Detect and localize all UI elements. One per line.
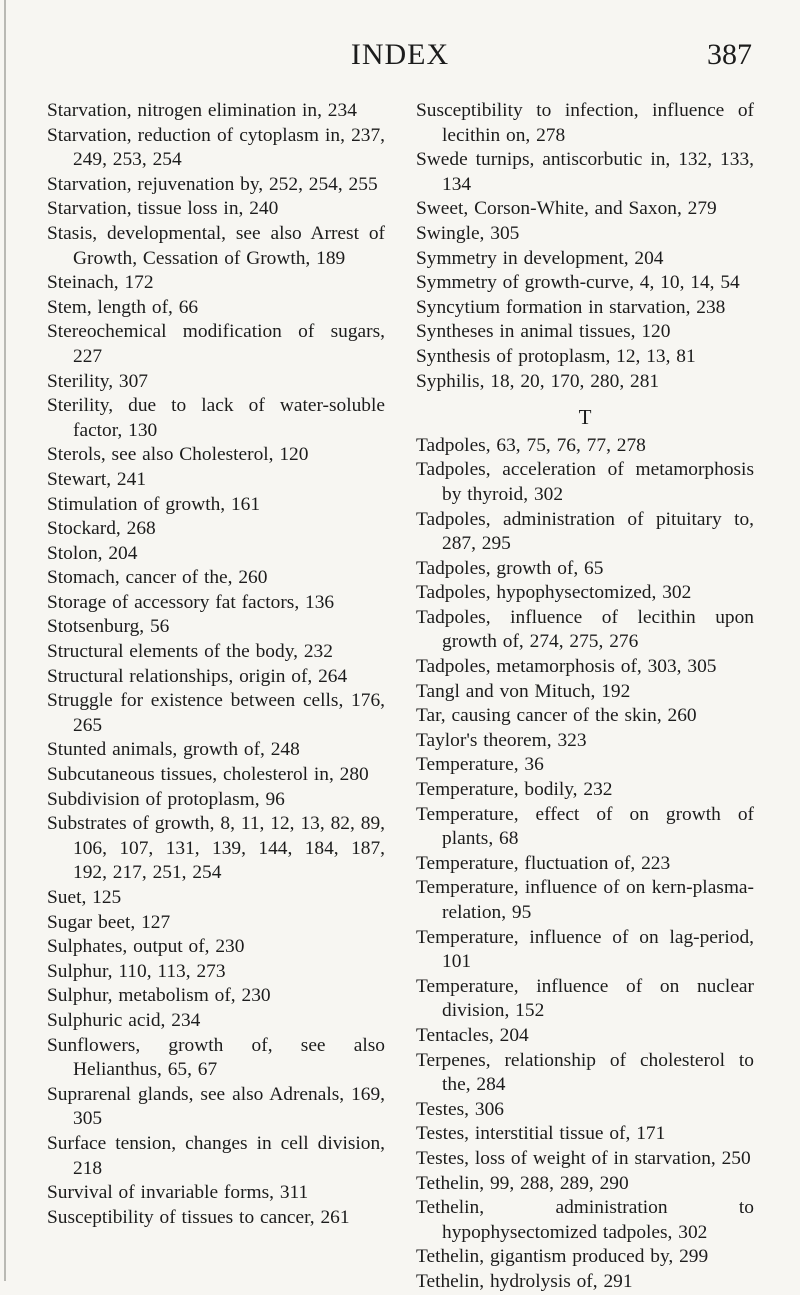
index-entry: Tadpoles, growth of, 65 <box>416 557 604 579</box>
index-entry: Synthesis of protoplasm, 12, 13, 81 <box>416 345 696 367</box>
index-entry: Syncytium formation in starvation, 238 <box>416 296 726 318</box>
index-entry: Temperature, 36 <box>416 754 544 776</box>
index-group-t <box>416 434 754 1295</box>
index-column-left <box>47 99 385 1230</box>
index-entry: Temperature, influence of on lag-period, 101 <box>416 926 754 973</box>
index-entry: Stolon, 204 <box>47 542 138 564</box>
index-entry: Temperature, bodily, 232 <box>416 779 613 801</box>
index-entry: Testes, interstitial tissue of, 171 <box>416 1123 666 1145</box>
index-entry: Stewart, 241 <box>47 468 147 490</box>
index-entry: Symmetry in development, 204 <box>416 247 664 269</box>
index-entry: Starvation, tissue loss in, 240 <box>47 198 279 220</box>
index-entry: Testes, 306 <box>416 1098 504 1120</box>
index-entry: Struggle for existence between cells, 176, 265 <box>47 690 385 736</box>
index-entry: Susceptibility to infection, influence of lecithin on, 278 <box>416 100 754 146</box>
index-entry: Temperature, influence of on kern-plasma-relation, 95 <box>416 877 754 923</box>
index-entry: Temperature, effect of on growth of plants, 68 <box>416 803 754 850</box>
index-entry: Tethelin, 99, 288, 289, 290 <box>416 1172 629 1194</box>
index-entry: Susceptibility of tissues to cancer, 261 <box>47 1206 350 1228</box>
index-entry: Tadpoles, 63, 75, 76, 77, 278 <box>416 434 646 456</box>
index-entry: Tar, causing cancer of the skin, 260 <box>416 705 697 727</box>
index-entry: Temperature, fluctuation of, 223 <box>416 852 671 874</box>
index-entry: Stockard, 268 <box>47 518 156 540</box>
index-entry: Subdivision of protoplasm, 96 <box>47 788 285 810</box>
index-entry: Tadpoles, influence of lecithin upon growth of, 274, 275, 276 <box>416 606 754 653</box>
index-entry: Swede turnips, antiscorbutic in, 132, 133, 134 <box>416 149 754 195</box>
index-column-right <box>416 99 754 1295</box>
index-entry: Structural relationships, origin of, 264 <box>47 665 348 687</box>
index-entry: Survival of invariable forms, 311 <box>47 1182 309 1204</box>
index-entry: Sterility, 307 <box>47 370 149 392</box>
index-entry: Substrates of growth, 8, 11, 12, 13, 82, 89, 106, 107, 131, 139, 144, 184, 187, 192, 217, 251, 254 <box>47 813 385 884</box>
index-entry: Tethelin, gigantism produced by, 299 <box>416 1246 709 1268</box>
index-entry: Sulphuric acid, 234 <box>47 1009 201 1031</box>
index-entry: Tadpoles, metamorphosis of, 303, 305 <box>416 656 717 678</box>
index-entry: Starvation, nitrogen elimination in, 234 <box>47 100 357 121</box>
index-entry: Taylor's theorem, 323 <box>416 729 587 751</box>
index-entry: Tadpoles, administration of pituitary to, 287, 295 <box>416 508 754 555</box>
index-entry: Sweet, Corson-White, and Saxon, 279 <box>416 198 717 220</box>
section-letter-t: T <box>578 405 592 430</box>
index-entry: Swingle, 305 <box>416 222 520 244</box>
index-entry: Testes, loss of weight of in starvation, 250 <box>416 1147 751 1169</box>
index-entry: Tadpoles, hypophysectomized, 302 <box>416 582 692 604</box>
index-entry: Suprarenal glands, see also Adrenals, 169, 305 <box>47 1083 385 1130</box>
index-entry: Steinach, 172 <box>47 272 154 294</box>
index-entry: Stotsenburg, 56 <box>47 616 170 638</box>
index-entry: Sulphates, output of, 230 <box>47 936 245 958</box>
index-entry: Sterility, due to lack of water-soluble factor, 130 <box>47 395 385 441</box>
index-group-s <box>416 99 754 394</box>
index-entry: Terpenes, relationship of cholesterol to the, 284 <box>416 1049 754 1096</box>
index-entry: Subcutaneous tissues, cholesterol in, 280 <box>47 764 369 786</box>
index-entry: Stem, length of, 66 <box>47 296 199 318</box>
page-header <box>0 38 800 88</box>
index-entry: Sunflowers, growth of, see also Helianthus, 65, 67 <box>47 1034 385 1081</box>
index-entry: Symmetry of growth-curve, 4, 10, 14, 54 <box>416 272 740 294</box>
running-title: INDEX <box>350 38 450 71</box>
index-entry: Stomach, cancer of the, 260 <box>47 567 268 589</box>
index-entry: Storage of accessory fat factors, 136 <box>47 591 335 613</box>
page-edge-shadow <box>4 0 6 1281</box>
index-entry: Stunted animals, growth of, 248 <box>47 739 300 761</box>
index-entry: Temperature, influence of on nuclear division, 152 <box>416 975 754 1022</box>
index-entry: Starvation, reduction of cytoplasm in, 237, 249, 253, 254 <box>47 124 385 171</box>
index-entry: Sugar beet, 127 <box>47 911 171 933</box>
index-entry: Tethelin, administration to hypophysectomized tadpoles, 302 <box>416 1197 754 1243</box>
index-entry: Stimulation of growth, 161 <box>47 493 261 515</box>
index-entry: Surface tension, changes in cell division, 218 <box>47 1132 385 1179</box>
index-entry: Tadpoles, acceleration of metamorphosis by thyroid, 302 <box>416 459 754 505</box>
index-entry: Stereochemical modification of sugars, 227 <box>47 321 385 367</box>
index-entry: Tentacles, 204 <box>416 1024 529 1046</box>
index-entry: Tethelin, hydrolysis of, 291 <box>416 1270 633 1292</box>
index-entry: Syphilis, 18, 20, 170, 280, 281 <box>416 370 660 392</box>
index-entry: Tangl and von Mituch, 192 <box>416 680 631 702</box>
index-entry: Starvation, rejuvenation by, 252, 254, 255 <box>47 173 378 195</box>
index-entry: Sterols, see also Cholesterol, 120 <box>47 444 309 466</box>
index-entry: Stasis, developmental, see also Arrest of Growth, Cessation of Growth, 189 <box>47 222 385 269</box>
index-entry: Suet, 125 <box>47 887 122 908</box>
index-entry: Sulphur, metabolism of, 230 <box>47 985 271 1007</box>
index-entry: Sulphur, 110, 113, 273 <box>47 960 226 982</box>
index-entry: Syntheses in animal tissues, 120 <box>416 321 671 343</box>
page-number: 387 <box>707 38 752 71</box>
index-entry: Structural elements of the body, 232 <box>47 641 333 663</box>
